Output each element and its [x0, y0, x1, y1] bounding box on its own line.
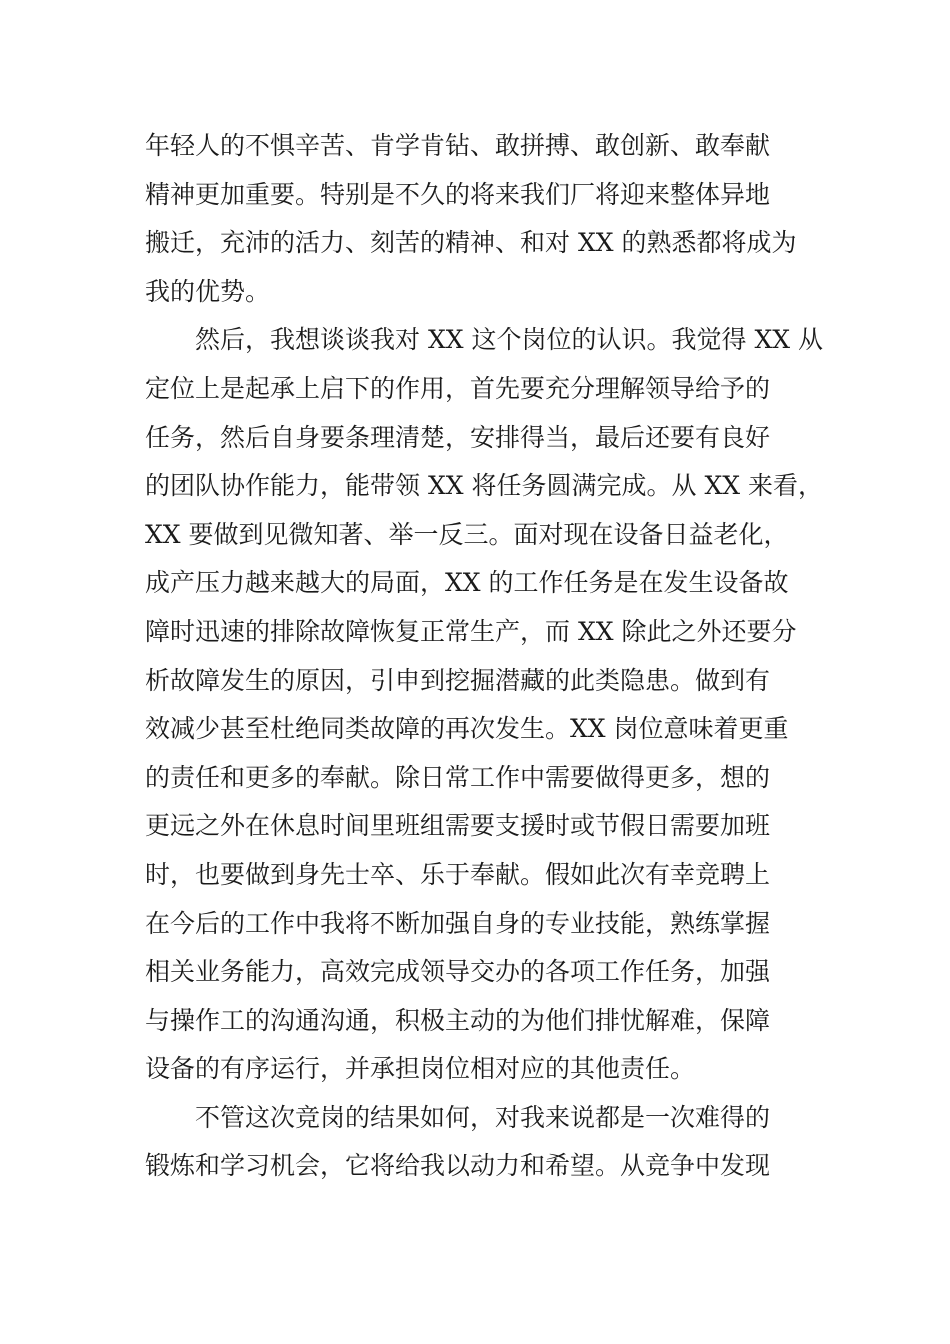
text-line: 定位上是起承上启下的作用，首先要充分理解领导给予的: [145, 373, 771, 403]
text-line: 障时迅速的排除故障恢复正常生产，而 XX 除此之外还要分: [145, 616, 797, 646]
text-line: XX 要做到见微知著、举一反三。面对现在设备日益老化，: [145, 519, 789, 549]
text-line: 成产压力越来越大的局面，XX 的工作任务是在发生设备故: [145, 568, 789, 598]
text-line: 年轻人的不惧辛苦、肯学肯钻、敢拼搏、敢创新、敢奉献: [145, 131, 771, 160]
paragraph-start-line: 不管这次竞岗的结果如何，对我来说都是一次难得的: [195, 1102, 771, 1132]
text-line: 的团队协作能力，能带领 XX 将任务圆满完成。从 XX 来看，: [145, 471, 823, 501]
text-line: 析故障发生的原因，引申到挖掘潜藏的此类隐患。做到有: [145, 665, 771, 695]
text-line: 效减少甚至杜绝同类故障的再次发生。XX 岗位意味着更重: [145, 714, 789, 744]
text-line: 在今后的工作中我将不断加强自身的专业技能，熟练掌握: [145, 908, 771, 938]
text-line: 搬迁，充沛的活力、刻苦的精神、和对 XX 的熟悉都将成为: [145, 228, 797, 258]
text-line: 与操作工的沟通沟通，积极主动的为他们排忧解难，保障: [145, 1005, 771, 1035]
text-line: 锻炼和学习机会，它将给我以动力和希望。从竞争中发现: [145, 1151, 771, 1181]
text-line: 的责任和更多的奉献。除日常工作中需要做得更多，想的: [145, 762, 771, 792]
body-text: [145, 122, 835, 1191]
text-line: 相关业务能力，高效完成领导交办的各项工作任务，加强: [145, 957, 771, 987]
text-line: 我的优势。: [145, 276, 271, 306]
text-line: 设备的有序运行，并承担岗位相对应的其他责任。: [145, 1054, 696, 1084]
paragraph-start-line: 然后，我想谈谈我对 XX 这个岗位的认识。我觉得 XX 从: [195, 325, 823, 355]
text-line: 更远之外在休息时间里班组需要支援时或节假日需要加班: [145, 811, 771, 841]
text-line: 任务，然后自身要条理清楚，安排得当，最后还要有良好: [145, 422, 771, 452]
text-line: 精神更加重要。特别是不久的将来我们厂将迎来整体异地: [145, 179, 771, 209]
text-line: 时，也要做到身先士卒、乐于奉献。假如此次有幸竞聘上: [145, 859, 771, 889]
